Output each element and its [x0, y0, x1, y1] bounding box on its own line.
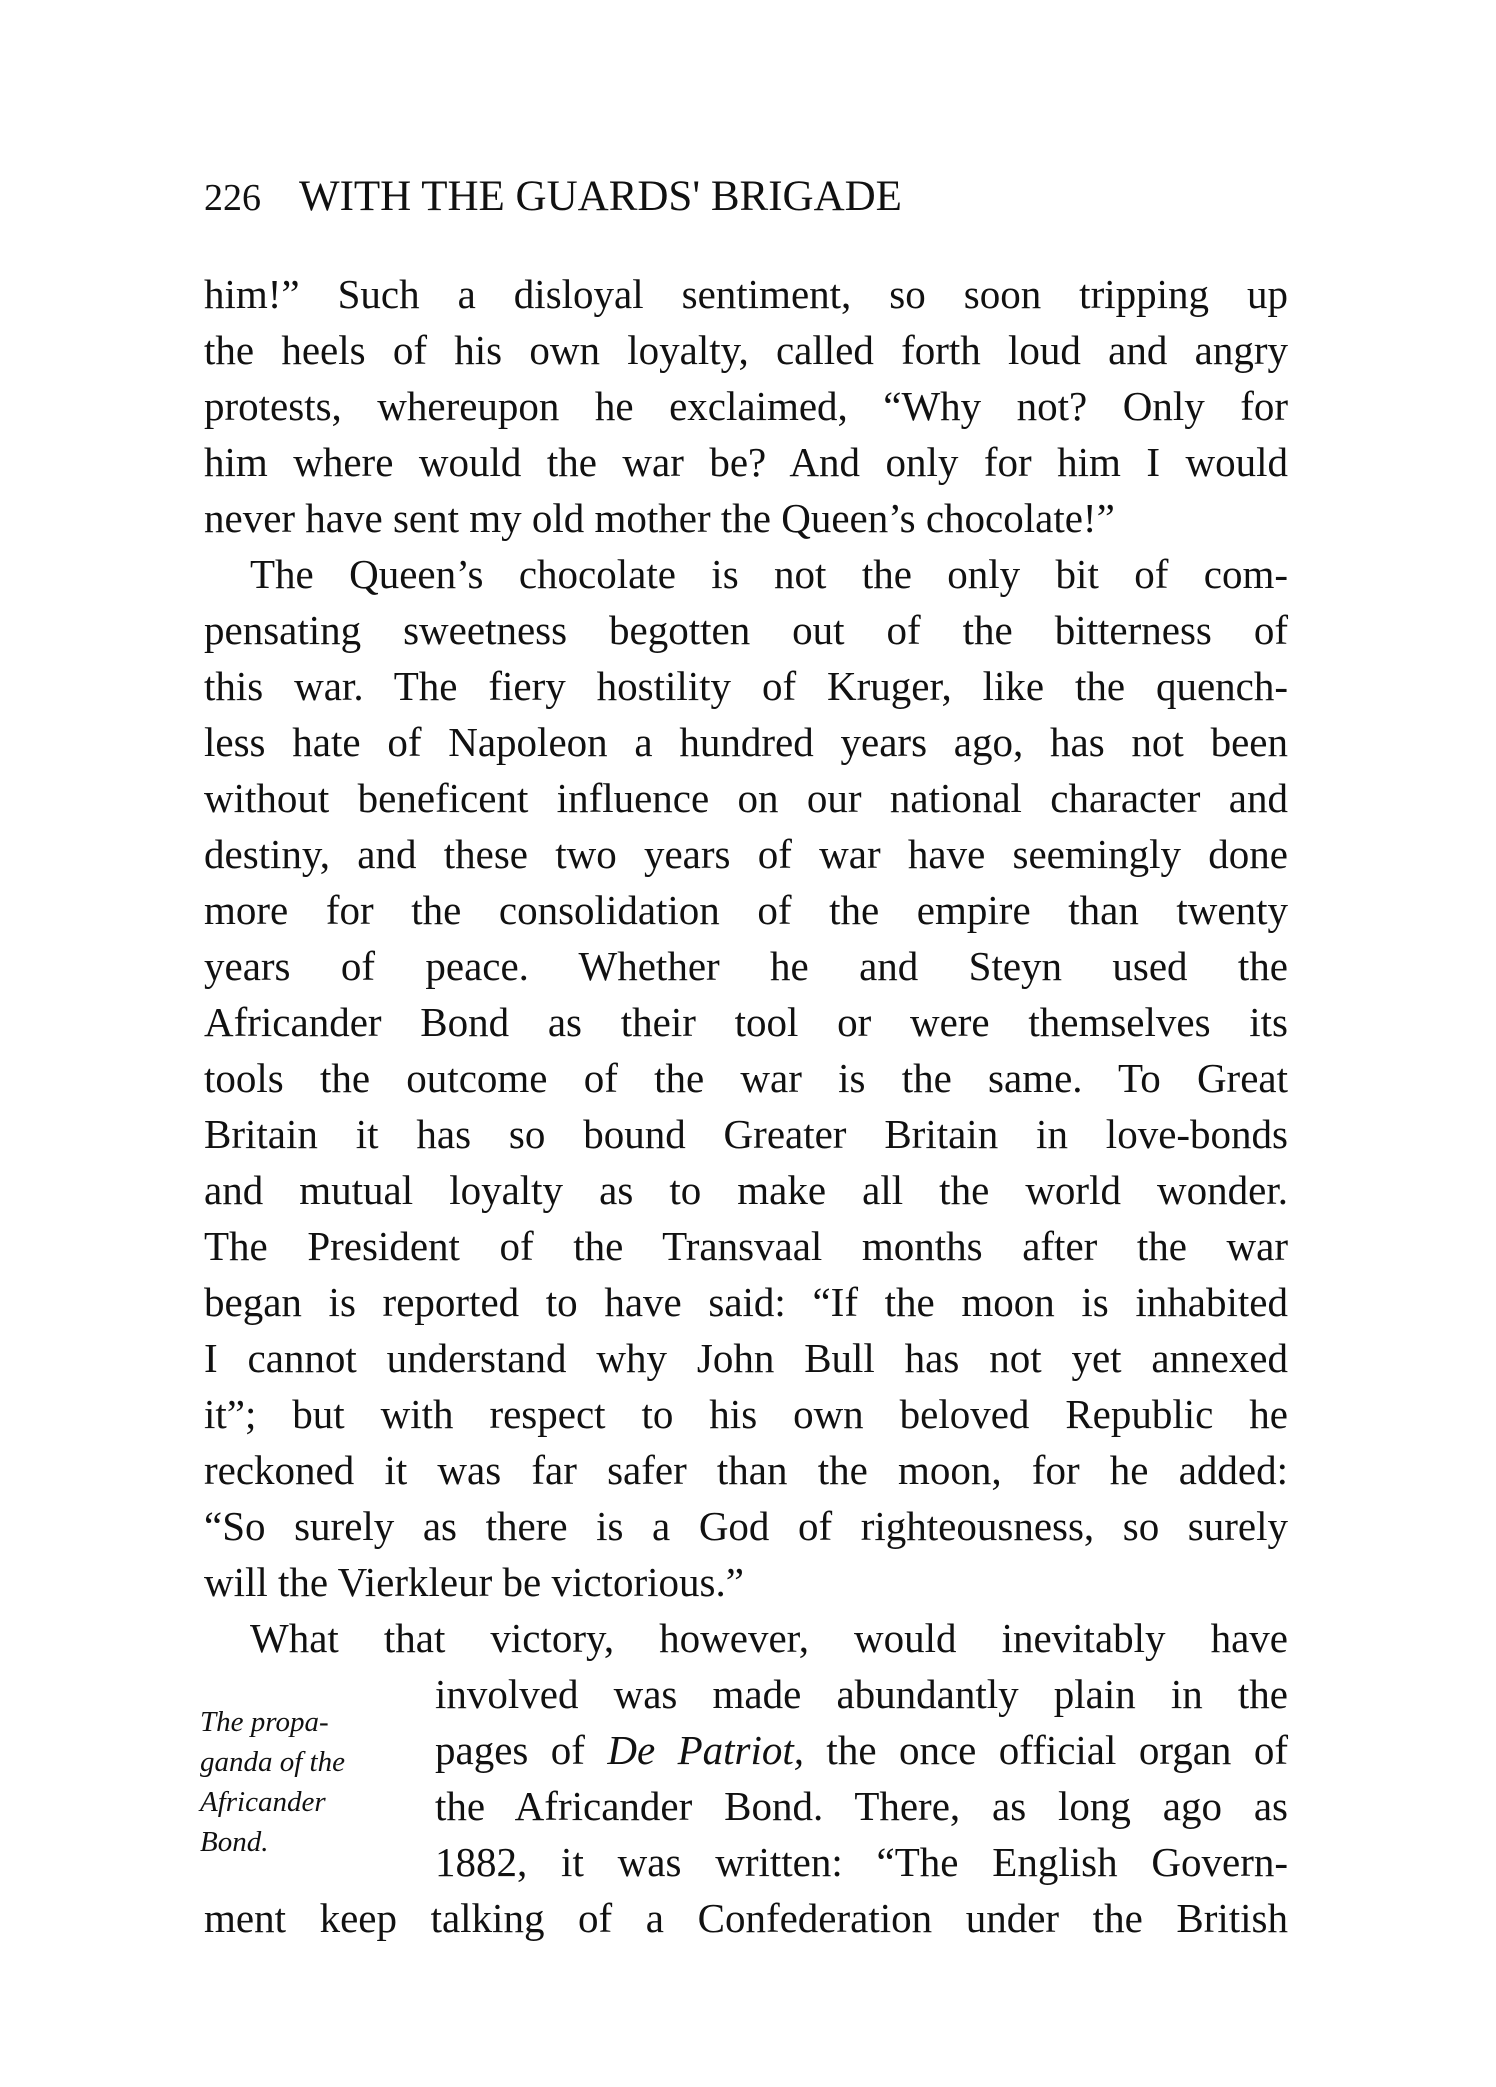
text-line: more for the consolidation of the empire than twenty [204, 887, 1288, 933]
text-line: without beneficent influence on our national character and [204, 775, 1288, 821]
text-line: 1882, it was written: “The English Govern- [435, 1839, 1288, 1885]
text-line: less hate of Napoleon a hundred years ago, has not been [204, 719, 1288, 765]
text-line: What that victory, however, would inevitably have [250, 1615, 1288, 1661]
text-line: this war. The fiery hostility of Kruger, like the quench- [204, 663, 1288, 709]
text-line: will the Vierkleur be victorious.” [204, 1559, 744, 1605]
text-line: The President of the Transvaal months after the war [204, 1223, 1288, 1269]
text-line: Africander Bond as their tool or were themselves its [204, 999, 1288, 1045]
italic-title: De Patriot, [607, 1727, 805, 1773]
margin-note-line: Africander [200, 1786, 326, 1818]
text-line: I cannot understand why John Bull has not yet annexed [204, 1335, 1288, 1381]
page-number: 226 [204, 177, 261, 219]
margin-note-line: Bond. [200, 1826, 269, 1858]
text-line: protests, whereupon he exclaimed, “Why not? Only for [204, 383, 1288, 429]
running-header [204, 172, 1294, 221]
text-line: involved was made abundantly plain in the [435, 1671, 1288, 1717]
text-line: tools the outcome of the war is the same. To Great [204, 1055, 1288, 1101]
text-segment: the once official organ of [804, 1727, 1288, 1773]
text-line: the Africander Bond. There, as long ago as [435, 1783, 1288, 1829]
text-line: him!” Such a disloyal sentiment, so soon tripping up [204, 271, 1288, 317]
body-text [204, 266, 1288, 1946]
margin-note [200, 1702, 345, 1862]
text-line: Britain it has so bound Greater Britain in love-bonds [204, 1111, 1288, 1157]
text-line: years of peace. Whether he and Steyn used the [204, 943, 1288, 989]
text-line: reckoned it was far safer than the moon, for he added: [204, 1447, 1288, 1493]
margin-note-line: ganda of the [200, 1746, 345, 1778]
text-line: pensating sweetness begotten out of the bitterness of [204, 607, 1288, 653]
margin-note-line: The propa- [200, 1706, 329, 1738]
text-line: and mutual loyalty as to make all the world wonder. [204, 1167, 1288, 1213]
text-line: never have sent my old mother the Queen’s chocolate!” [204, 495, 1115, 541]
text-line: it”; but with respect to his own beloved Republic he [204, 1391, 1288, 1437]
text-line: him where would the war be? And only for him I would [204, 439, 1288, 485]
text-segment: pages of [435, 1727, 608, 1773]
text-line: destiny, and these two years of war have seemingly done [204, 831, 1288, 877]
text-line: The Queen’s chocolate is not the only bit of com- [250, 551, 1288, 597]
text-line: the heels of his own loyalty, called forth loud and angry [204, 327, 1288, 373]
text-line: ment keep talking of a Confederation under the British [204, 1895, 1288, 1941]
text-line: began is reported to have said: “If the moon is inhabited [204, 1279, 1288, 1325]
running-title: WITH THE GUARDS' BRIGADE [299, 173, 902, 220]
text-line: “So surely as there is a God of righteousness, so surely [204, 1503, 1288, 1549]
text-line-with-italic [435, 1722, 1288, 1778]
